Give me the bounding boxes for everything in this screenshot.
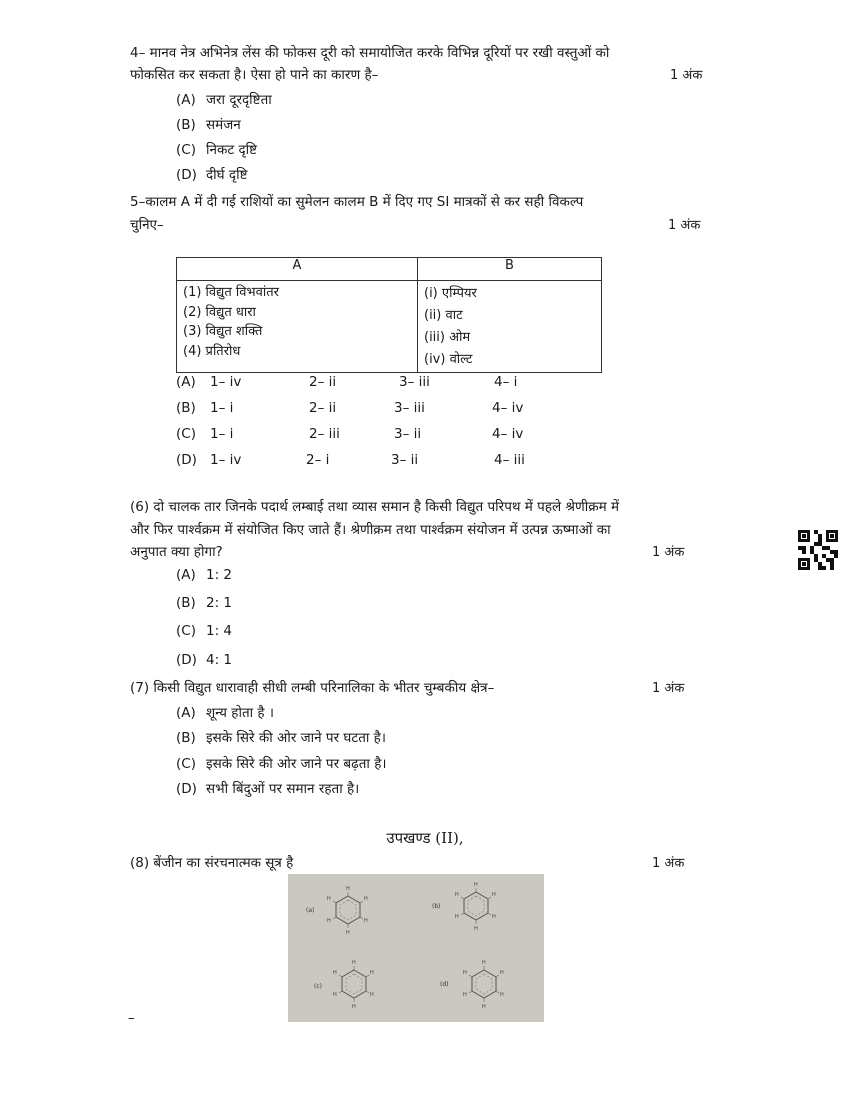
q5-a-item: (4) प्रतिरोध — [183, 343, 241, 359]
section-heading: उपखण्ड (II), — [386, 829, 464, 847]
figure-label-c: (c) — [314, 983, 322, 990]
q5-marks: 1 अंक — [668, 218, 701, 233]
q7-text-line1: (7) किसी विद्युत धारावाही सीधी लम्बी परिनालिका के भीतर चुम्बकीय क्षेत्र– — [130, 680, 495, 696]
figure-label-a: (a) — [306, 907, 315, 914]
q6-option-c: (C) 1: 4 — [176, 623, 233, 639]
q6-option-a: (A) 1: 2 — [176, 567, 233, 583]
figure-label-d: (d) — [440, 981, 449, 988]
q4-option-b: (B) समंजन — [176, 117, 241, 133]
q5-table-head-a: A — [177, 258, 418, 281]
q5-a-item: (1) विद्युत विभवांतर — [183, 285, 279, 300]
q6-option-b: (B) 2: 1 — [176, 595, 233, 611]
q5-text-line1: 5–कालम A में दी गई राशियों का सुमेलन कालम B में दिए गए SI मात्रकों से कर सही विकल्प — [130, 194, 584, 210]
q5-option-b: (B) 1– i 2– ii 3– iii 4– iv — [176, 400, 524, 416]
benzene-structures-image: H (a) (b) (c) (d) — [288, 874, 544, 1022]
q4-marks: 1 अंक — [670, 68, 703, 83]
q5-b-item: (ii) वाट — [424, 308, 463, 323]
q5-a-item: (2) विद्युत धारा — [183, 304, 256, 320]
qr-code-icon — [798, 530, 838, 570]
benzene-structure-c — [333, 960, 374, 1010]
q6-text-line3: अनुपात क्या होगा? — [130, 544, 223, 560]
figure-label-b: (b) — [432, 903, 441, 910]
benzene-structure-d — [463, 960, 504, 1010]
benzene-structure-a — [327, 886, 368, 936]
q5-match-table — [176, 257, 602, 373]
q5-option-d: (D) 1– iv 2– i 3– ii 4– iii — [176, 452, 525, 468]
q5-option-a: (A) 1– iv 2– ii 3– iii 4– i — [176, 374, 518, 390]
q5-column-a — [177, 281, 418, 373]
q4-text-line1: 4– मानव नेत्र अभिनेत्र लेंस की फोकस दूरी को समायोजित करके विभिन्न दूरियों पर रखी वस्तुओं को — [130, 45, 610, 61]
trailing-dash: – — [128, 1010, 135, 1026]
q5-b-item: (iv) वोल्ट — [424, 352, 473, 367]
q5-text-line2: चुनिए– — [130, 217, 164, 233]
q7-marks: 1 अंक — [652, 681, 685, 696]
benzene-structure-b — [455, 882, 496, 932]
q7-option-d: (D) सभी बिंदुओं पर समान रहता है। — [176, 781, 360, 797]
q7-option-a: (A) शून्य होता है । — [176, 705, 275, 721]
q6-text-line1: (6) दो चालक तार जिनके पदार्थ लम्बाई तथा व्यास समान है किसी विद्युत परिपथ में पहले श्रेणीक्रम में — [130, 499, 620, 515]
q5-b-item: (iii) ओम — [424, 330, 471, 345]
q4-option-c: (C) निकट दृष्टि — [176, 142, 258, 158]
q5-table-head-b: B — [418, 258, 602, 281]
q5-column-b — [418, 281, 602, 373]
q5-option-c: (C) 1– i 2– iii 3– ii 4– iv — [176, 426, 524, 442]
q7-option-b: (B) इसके सिरे की ओर जाने पर घटता है। — [176, 730, 386, 746]
q4-text-line2: फोकसित कर सकता है। ऐसा हो पाने का कारण है– — [130, 67, 379, 83]
q6-option-d: (D) 4: 1 — [176, 652, 233, 668]
q6-marks: 1 अंक — [652, 545, 685, 560]
q4-option-d: (D) दीर्घ दृष्टि — [176, 167, 248, 183]
q5-b-item: (i) एम्पियर — [424, 286, 477, 301]
q7-option-c: (C) इसके सिरे की ओर जाने पर बढ़ता है। — [176, 756, 387, 772]
q4-option-a: (A) जरा दूरदृष्टिता — [176, 92, 272, 108]
q6-text-line2: और फिर पार्श्वक्रम में संयोजित किए जाते हैं। श्रेणीक्रम तथा पार्श्वक्रम संयोजन में उत्पन्न ऊष्माओं का — [130, 522, 611, 538]
q8-text-line1: (8) बेंजीन का संरचनात्मक सूत्र है — [130, 855, 294, 871]
q8-marks: 1 अंक — [652, 856, 685, 871]
q5-a-item: (3) विद्युत शक्ति — [183, 324, 263, 339]
